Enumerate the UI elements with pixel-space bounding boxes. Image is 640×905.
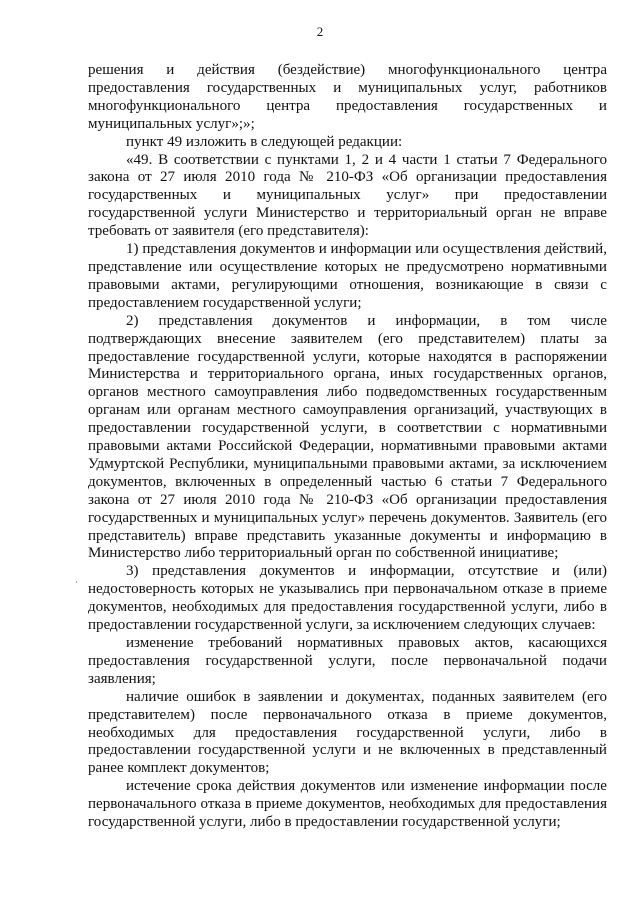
- paragraph-item-2: 2) представления документов и информации, в том числе подтверждающих внесение заявителем (его представителем) платы за предоставление государственной услуги, которые находятся в распоряжении Министерства и территориального органа, иных государственных органов, органов местного самоуправления либо подведомственных государственным органам или органам местного самоуправления организаций, участвующих в предоставлении государственной услуги, в соответствии с нормативными правовыми актами Российской Федерации, нормативными правовыми актами Удмуртской Республики, муниципальными правовыми актами, за исключением документов, включенных в определенный частью 6 статьи 7 Федерального закона от 27 июля 2010 года № 210-ФЗ «Об организации предоставления государственных и муниципальных услуг» перечень документов. Заявитель (его представитель) вправе представить указанные документы и информацию в Министерство либо территориальный орган по собственной инициативе;: [88, 312, 607, 562]
- paragraph-case-errors: наличие ошибок в заявлении и документах, поданных заявителем (его представителем) после первоначального отказа в приеме документов, необходимых для предоставления государственной услуги, либо в предоставлении государственной услуги и не включенных в представленный ранее комплект документов;: [88, 688, 607, 777]
- paragraph-item-1: 1) представления документов и информации или осуществления действий, представление или осуществление которых не предусмотрено нормативными правовыми актами, регулирующими отношения, возникающие в связи с предоставлением государственной услуги;: [88, 241, 607, 311]
- paragraph-amendment-instruction: пункт 49 изложить в следующей редакции:: [126, 133, 403, 150]
- paragraph-case-requirements-change: изменение требований нормативных правовых актов, касающихся предоставления государственной услуги, после первоначальной подачи заявления;: [88, 635, 607, 687]
- margin-mark: ·: [75, 577, 78, 587]
- document-body: [88, 62, 607, 832]
- paragraph-clause-49: «49. В соответствии с пунктами 1, 2 и 4 части 1 статьи 7 Федерального закона от 27 июля 2010 года № 210-ФЗ «Об организации предоставления государственных и муниципальных услуг» при предоставлении государственной услуги Министерство и территориальный орган не вправе требовать от заявителя (его представителя):: [88, 151, 607, 240]
- paragraph-preceding-text: решения и действия (бездействие) многофункционального центра предоставления государственных и муниципальных услуг, работников многофункционального центра предоставления государственных и муниципальных услуг»;»;: [88, 62, 607, 132]
- page-number: 2: [316, 24, 324, 39]
- paragraph-item-3: 3) представления документов и информации, отсутствие и (или) недостоверность которых не указывались при первоначальном отказе в приеме документов, необходимых для предоставления государственной услуги, либо в предоставлении государственной услуги, за исключением следующих случаев:: [88, 563, 607, 634]
- paragraph-case-expiry: истечение срока действия документов или изменение информации после первоначального отказа в приеме документов, необходимых для предоставления государственной услуги, либо в предоставлении государственной услуги;: [88, 778, 607, 831]
